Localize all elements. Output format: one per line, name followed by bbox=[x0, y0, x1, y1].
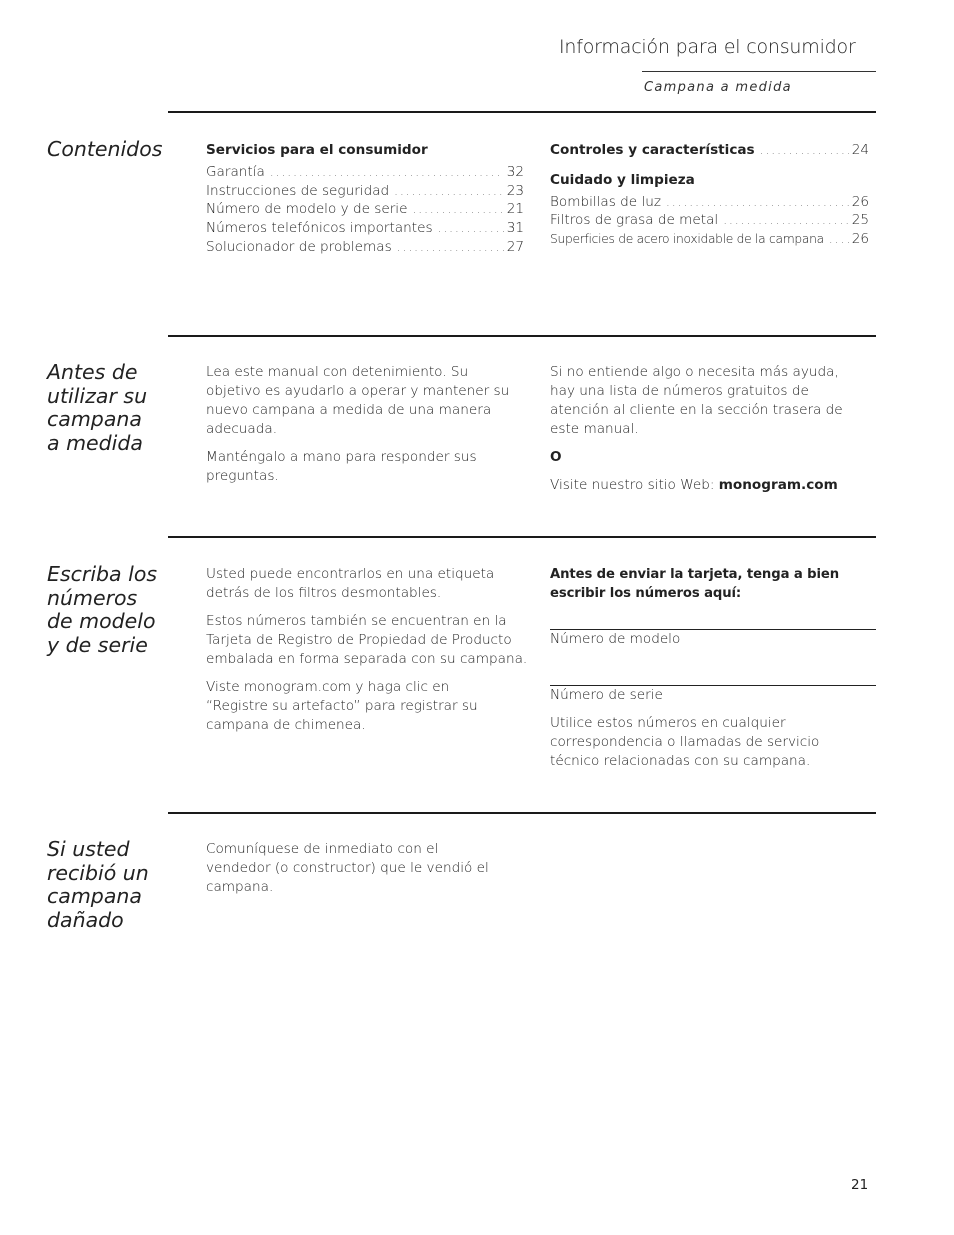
toc-entry-page: 27 bbox=[506, 238, 524, 255]
paragraph: Estos números también se encuentran en la Tarjeta de Registro de Propiedad de Producto embalada en forma separada con su campana. bbox=[206, 613, 528, 667]
or-label: O bbox=[550, 449, 562, 465]
toc-entry-label: Número de modelo y de serie bbox=[206, 201, 408, 218]
toc-entry-page: 32 bbox=[506, 164, 524, 180]
toc-leader bbox=[666, 193, 849, 212]
toc-entry-label: Solucionador de problemas bbox=[206, 238, 392, 255]
page-header-subtitle: Campana a medida bbox=[644, 80, 792, 95]
paragraph: Si no entiende algo o necesita más ayuda, hay una lista de números gratuitos de atención al cliente en la sección trasera de este manual. bbox=[550, 364, 843, 437]
section-heading-serial-numbers: Escriba los números de modelo y de serie bbox=[47, 562, 158, 657]
toc-entry-label: Superficies de acero inoxidable de la campana bbox=[550, 232, 824, 247]
section-heading-before-use: Antes de utilizar su campana a medida bbox=[47, 360, 148, 455]
toc-group-title: Servicios para el consumidor bbox=[206, 142, 428, 158]
paragraph: Viste monogram.com y haga clic en “Registre su artefacto” para registrar su campana de chimenea. bbox=[206, 679, 478, 733]
toc-entry-label: Bombillas de luz bbox=[550, 193, 661, 210]
toc-entry-label: Controles y características bbox=[550, 142, 755, 158]
toc-entry-page: 26 bbox=[851, 193, 869, 210]
toc-entry[interactable] bbox=[206, 200, 524, 219]
page-number: 21 bbox=[851, 1177, 869, 1193]
toc-entry-page: 31 bbox=[506, 220, 524, 237]
serial-usage-paragraph: Utilice estos números en cualquier correspondencia o llamadas de servicio técnico relacionadas con su campana. bbox=[550, 715, 820, 769]
toc-left-column bbox=[206, 141, 524, 256]
toc-entry[interactable] bbox=[206, 182, 524, 201]
toc-leader bbox=[397, 238, 504, 257]
toc-leader bbox=[270, 163, 504, 182]
toc-leader bbox=[723, 211, 848, 230]
paragraph: Manténgalo a mano para responder sus preguntas. bbox=[206, 449, 477, 484]
website-link[interactable]: monogram.com bbox=[718, 477, 838, 493]
toc-entry[interactable] bbox=[206, 238, 524, 257]
damaged-paragraph: Comuníquese de inmediato con el vendedor (o constructor) que le vendió el campana. bbox=[206, 841, 489, 895]
section-heading-damaged: Si usted recibió un campana dañado bbox=[47, 837, 149, 932]
section-divider bbox=[168, 111, 876, 113]
toc-entry[interactable] bbox=[550, 211, 869, 230]
serial-number-label: Número de serie bbox=[550, 687, 663, 703]
section-divider bbox=[168, 812, 876, 814]
toc-leader bbox=[412, 200, 503, 219]
before-use-left-column bbox=[206, 363, 524, 495]
toc-entry[interactable] bbox=[206, 219, 524, 238]
header-divider bbox=[642, 71, 876, 72]
website-prefix: Visite nuestro sitio Web: bbox=[550, 477, 719, 493]
toc-entry-label: Números telefónicos importantes bbox=[206, 220, 433, 237]
section-divider bbox=[168, 536, 876, 538]
serial-intro: Antes de enviar la tarjeta, tenga a bien escribir los números aquí: bbox=[550, 567, 840, 601]
toc-entry[interactable] bbox=[206, 163, 524, 182]
toc-entry[interactable] bbox=[550, 141, 869, 160]
toc-entry-page: 21 bbox=[506, 201, 524, 218]
toc-leader bbox=[394, 182, 504, 201]
toc-entry-page: 26 bbox=[851, 231, 869, 248]
toc-leader bbox=[829, 230, 849, 249]
toc-entry-label: Garantía bbox=[206, 164, 265, 180]
toc-entry-label: Filtros de grasa de metal bbox=[550, 212, 719, 229]
website-line bbox=[550, 476, 868, 495]
section-heading-contents: Contenidos bbox=[47, 137, 163, 161]
paragraph: Usted puede encontrarlos en una etiqueta detrás de los filtros desmontables. bbox=[206, 566, 495, 601]
toc-entry-page: 25 bbox=[851, 212, 869, 229]
toc-right-column bbox=[550, 141, 869, 249]
toc-group-title: Cuidado y limpieza bbox=[550, 171, 695, 188]
serial-right-column bbox=[550, 565, 876, 612]
toc-entry[interactable] bbox=[550, 193, 869, 212]
toc-leader bbox=[438, 219, 504, 238]
paragraph: Lea este manual con detenimiento. Su objetivo es ayudarlo a operar y mantener su nuevo campana a medida de una manera adecuada. bbox=[206, 364, 510, 437]
model-number-label: Número de modelo bbox=[550, 631, 681, 647]
toc-entry[interactable] bbox=[550, 230, 869, 249]
before-use-right-column bbox=[550, 363, 868, 504]
toc-entry-page: 23 bbox=[506, 182, 524, 199]
toc-entry-label: Instrucciones de seguridad bbox=[206, 182, 390, 199]
section-divider bbox=[168, 335, 876, 337]
page-header-title: Información para el consumidor bbox=[559, 36, 856, 58]
toc-leader bbox=[760, 141, 849, 160]
serial-left-column bbox=[206, 565, 532, 744]
toc-entry-page: 24 bbox=[851, 142, 869, 158]
